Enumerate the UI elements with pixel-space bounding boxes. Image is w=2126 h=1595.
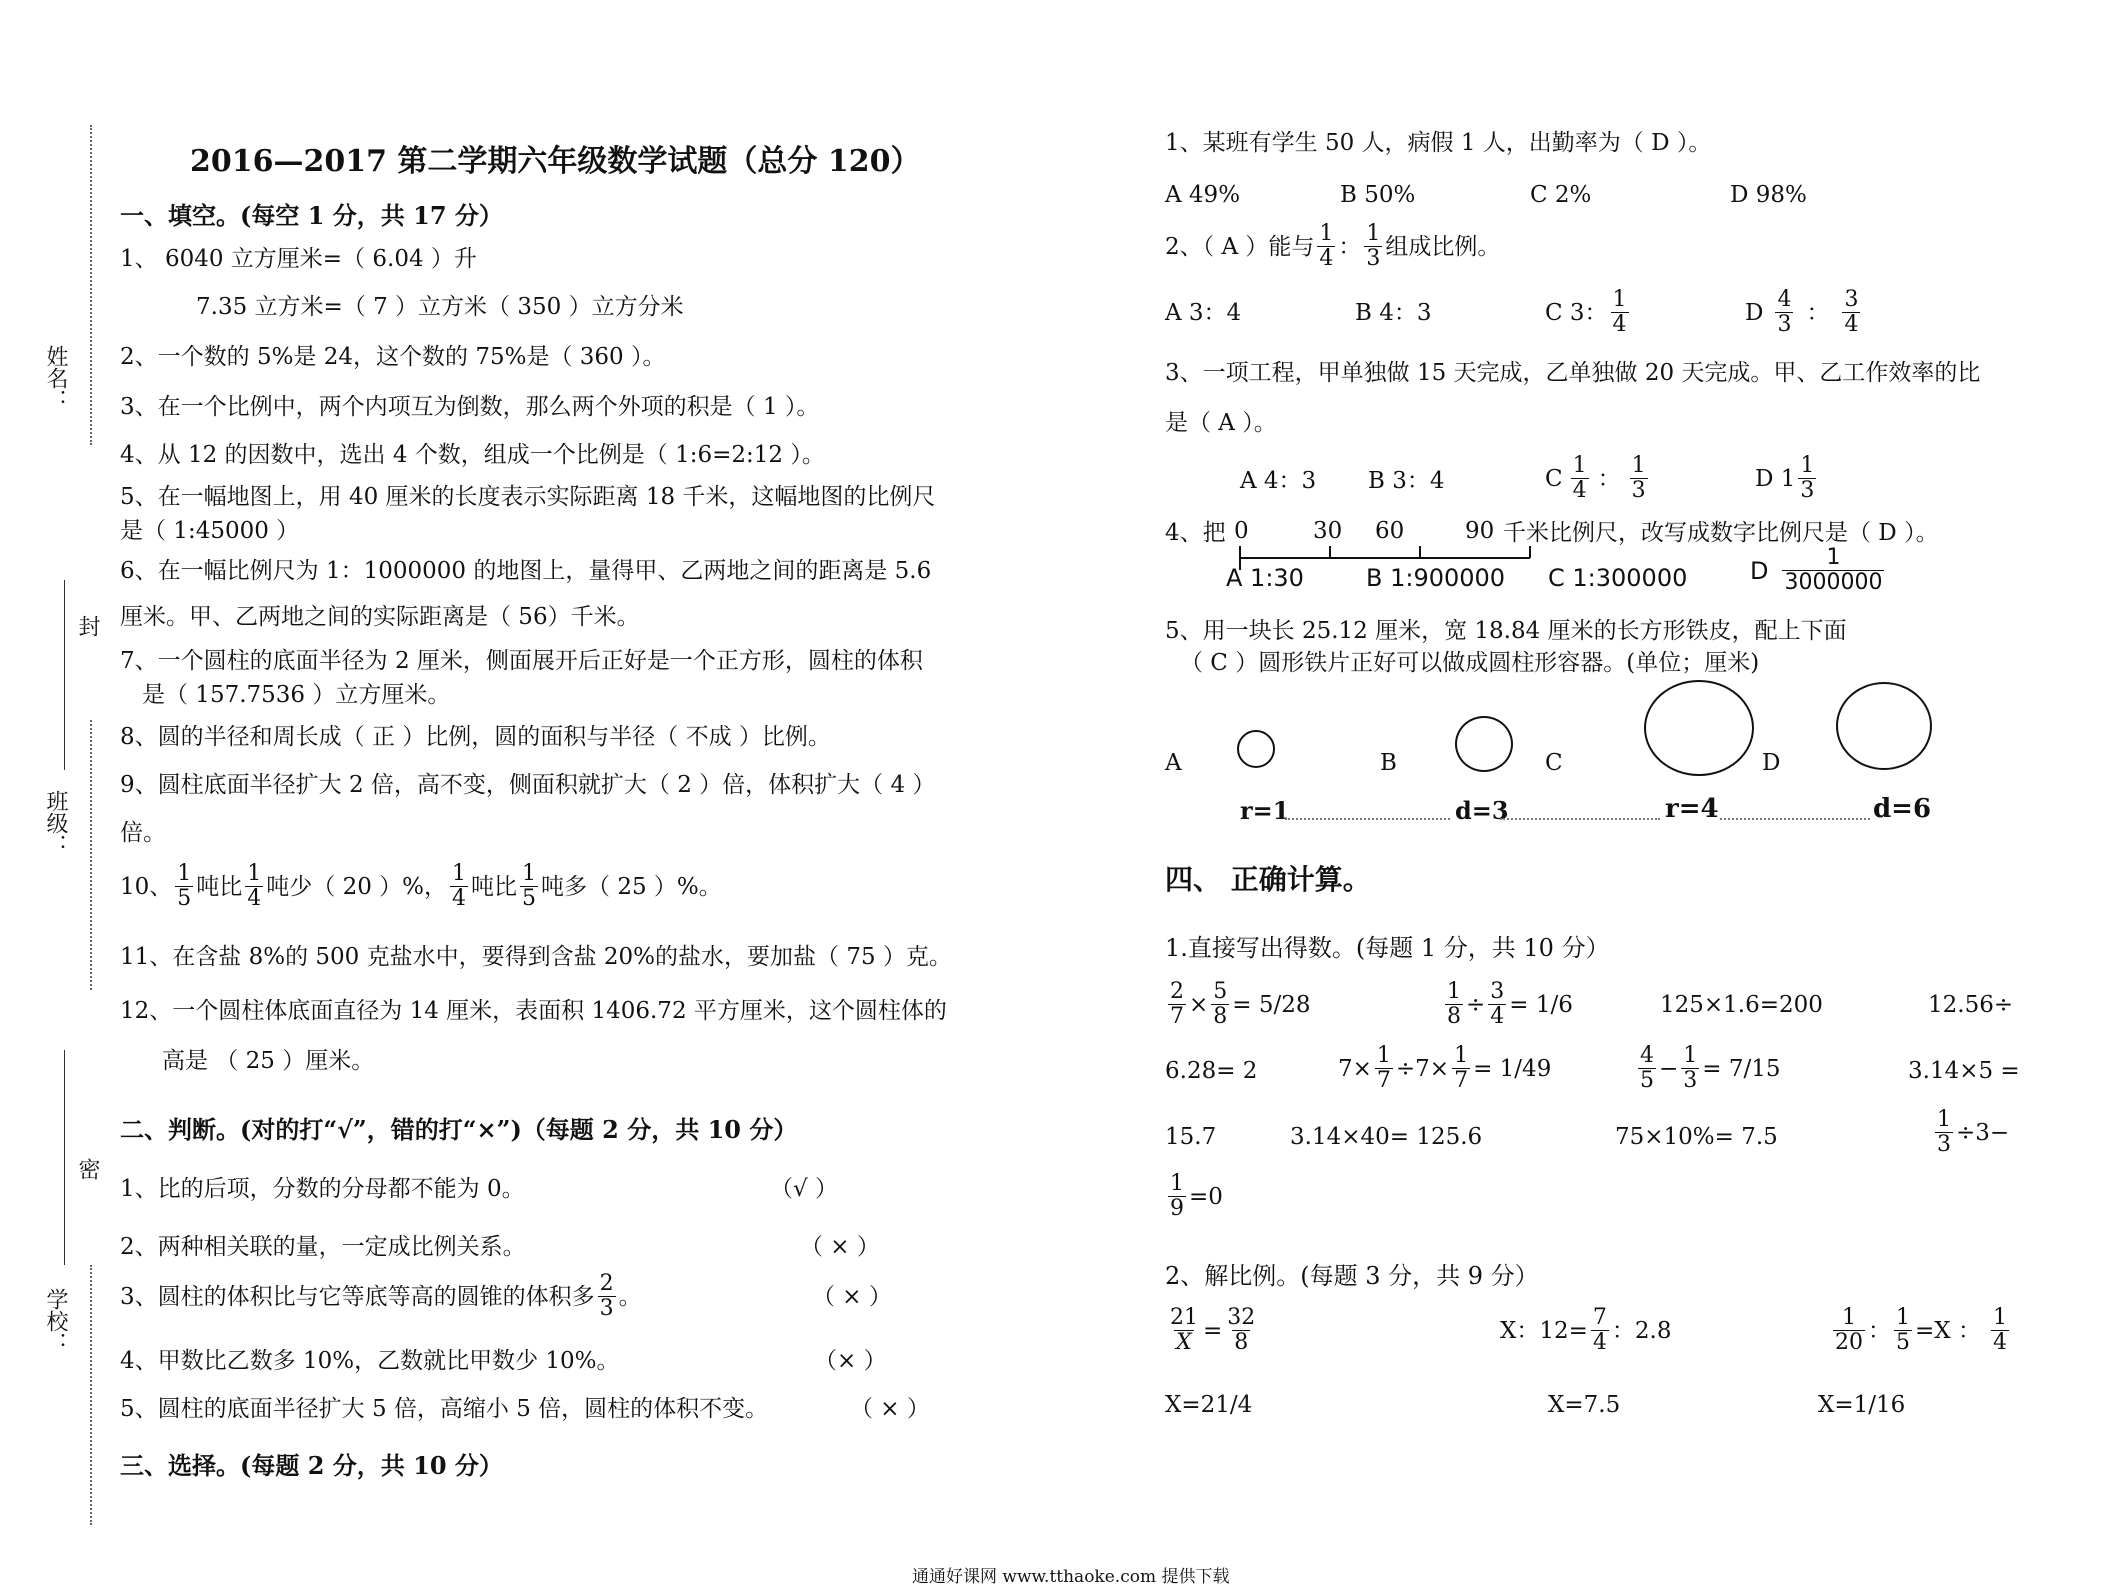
proportion-3-answer: X=1/16 xyxy=(1818,1392,1906,1418)
fraction: $\frac{1}{5}$ xyxy=(522,861,537,911)
scale-tick-0: 0 xyxy=(1234,518,1249,544)
calc-text: X：12= xyxy=(1500,1317,1588,1344)
calc-row4 xyxy=(1165,1172,1223,1221)
proportion-3 xyxy=(1830,1306,2012,1355)
fill-q4: 4、从 12 的因数中，选出 4 个数，组成一个比例是（ 1:6=2:12 ）。 xyxy=(120,442,825,468)
choice-q4-pre: 4、把 xyxy=(1165,520,1226,546)
fill-q2: 2、一个数的 5%是 24，这个数的 75%是（ 360 ）。 xyxy=(120,344,666,370)
dim-c: r=4 xyxy=(1665,794,1719,824)
dotted-leader xyxy=(1500,818,1660,820)
judge-q1: 1、比的后项，分数的分母都不能为 0。 xyxy=(120,1176,525,1202)
circle-label-b: B xyxy=(1380,750,1397,776)
judge-q5: 5、圆柱的底面半径扩大 5 倍，高缩小 5 倍，圆柱的体积不变。 xyxy=(120,1396,769,1422)
scale-tick-30: 30 xyxy=(1313,518,1343,544)
choice-q2-text: 组成比例。 xyxy=(1385,233,1501,260)
judge-q3-text: 3、圆柱的体积比与它等底等高的圆锥的体积多 xyxy=(120,1283,595,1310)
choice-q4-opt-b: B 1:900000 xyxy=(1366,564,1506,592)
choice-q1-opt-d: D 98% xyxy=(1730,182,1807,208)
choice-q3-opt-d xyxy=(1755,454,1819,503)
calc-sub2: 2、解比例。(每题 3 分，共 9 分） xyxy=(1165,1262,1539,1290)
fill-q7a: 7、一个圆柱的底面半径为 2 厘米，侧面展开后正好是一个正方形，圆柱的体积 xyxy=(120,648,923,674)
operator: = xyxy=(1203,1317,1223,1344)
fraction: $\frac{1}{4}$ xyxy=(1612,287,1627,337)
colon: ： xyxy=(1597,465,1621,492)
calc-row1-mid xyxy=(1442,980,1573,1029)
option-text: D xyxy=(1750,556,1769,585)
colon: ： xyxy=(1806,299,1830,326)
calc-result: = 1/49 xyxy=(1473,1055,1552,1082)
circle-d xyxy=(1836,682,1932,770)
fill-q12b: 高是 （ 25 ）厘米。 xyxy=(162,1048,375,1074)
judge-q2: 2、两种相关联的量，一定成比例关系。 xyxy=(120,1234,526,1260)
choice-q3-opt-a: A 4：3 xyxy=(1240,468,1317,494)
colon: ： xyxy=(1338,233,1362,260)
margin-dotted-line xyxy=(90,1265,92,1525)
choice-q4-opt-a: A 1:30 xyxy=(1226,564,1304,592)
operator: − xyxy=(1659,1055,1679,1082)
calc-sub1: 1.直接写出得数。(每题 1 分，共 10 分） xyxy=(1165,934,1610,962)
circle-label-d: D xyxy=(1762,750,1781,776)
option-text: C xyxy=(1545,465,1563,492)
fraction: $\frac{32}{8}$ xyxy=(1227,1305,1256,1355)
section3-heading: 三、选择。(每题 2 分，共 10 分） xyxy=(120,1451,503,1480)
fraction: $\frac{1}{4}$ xyxy=(1319,221,1334,271)
choice-q1: 1、某班有学生 50 人，病假 1 人，出勤率为（ D ）。 xyxy=(1165,130,1712,156)
circle-c xyxy=(1644,680,1754,776)
fraction: $\frac{4}{3}$ xyxy=(1777,287,1792,337)
fraction: $\frac{5}{8}$ xyxy=(1213,979,1228,1029)
calc-result: = 5/28 xyxy=(1232,991,1311,1018)
name-label: 姓名： xyxy=(43,345,68,411)
choice-q3b: 是（ A ）。 xyxy=(1165,410,1277,436)
fraction: $\frac{1}{5}$ xyxy=(1896,1305,1910,1355)
choice-q2-opt-b: B 4：3 xyxy=(1355,300,1432,326)
operator: ÷ xyxy=(1466,991,1486,1018)
choice-q2-opt-c xyxy=(1545,288,1632,337)
calc-row3-e4 xyxy=(1932,1108,2009,1157)
option-text: D xyxy=(1745,299,1764,326)
proportion-2 xyxy=(1500,1306,1672,1355)
dim-d: d=6 xyxy=(1873,794,1932,824)
judge-q4: 4、甲数比乙数多 10%，乙数就比甲数少 10%。 xyxy=(120,1348,620,1374)
section1-heading: 一、填空。(每空 1 分，共 17 分） xyxy=(120,201,503,230)
fill-q11: 11、在含盐 8%的 500 克盐水中，要得到含盐 20%的盐水，要加盐（ 75 ）克。 xyxy=(120,944,952,970)
calc-text: =X ： xyxy=(1915,1317,1981,1344)
circle-b xyxy=(1455,716,1513,772)
judge-q3 xyxy=(120,1272,642,1321)
calc-row3-e1: 15.7 xyxy=(1165,1124,1217,1150)
q10-text: 吨多（ 25 ）%。 xyxy=(541,873,722,900)
choice-q4-post: 千米比例尺，改写成数字比例尺是（ D ）。 xyxy=(1503,520,1939,546)
calc-result: =0 xyxy=(1189,1183,1223,1210)
judge-a5: （ × ） xyxy=(850,1396,930,1422)
colon: ： xyxy=(1868,1317,1891,1344)
scale-tick-90: 90 xyxy=(1465,518,1495,544)
section2-heading: 二、判断。(对的打“√”，错的打“×”)（每题 2 分，共 10 分） xyxy=(120,1115,798,1144)
fraction: $\frac{7}{4}$ xyxy=(1592,1305,1607,1355)
fill-q5a: 5、在一幅地图上，用 40 厘米的长度表示实际距离 18 千米，这幅地图的比例尺 xyxy=(120,484,936,510)
choice-q1-opt-c: C 2% xyxy=(1530,182,1592,208)
judge-a1: （√ ） xyxy=(770,1176,838,1202)
dotted-leader xyxy=(1285,818,1450,820)
calc-row3-e2: 3.14×40= 125.6 xyxy=(1290,1124,1483,1150)
fill-q7b: 是（ 157.7536 ）立方厘米。 xyxy=(142,682,451,708)
fill-q6a: 6、在一幅比例尺为 1：1000000 的地图上，量得甲、乙两地之间的距离是 5.6 xyxy=(120,558,932,584)
judge-a4: （× ） xyxy=(814,1348,887,1374)
fill-q1b: 7.35 立方米=（ 7 ）立方米（ 350 ）立方分米 xyxy=(196,294,684,320)
calc-row2-e4: 3.14×5 = xyxy=(1908,1058,2020,1084)
fill-q5b: 是（ 1:45000 ） xyxy=(120,518,300,544)
calc-row1-e4: 12.56÷ xyxy=(1928,992,2014,1018)
fraction: $\frac{4}{5}$ xyxy=(1640,1043,1654,1093)
choice-q2-opt-a: A 3：4 xyxy=(1165,300,1242,326)
calc-row1-e3: 125×1.6=200 xyxy=(1660,992,1823,1018)
circle-label-a: A xyxy=(1165,750,1182,776)
fraction: $\frac{1}{5}$ xyxy=(177,861,192,911)
fraction: $\frac{1}{3000000}$ xyxy=(1784,545,1883,595)
q10-prefix: 10、 xyxy=(120,873,173,900)
footer-text: 通通好课网 www.tthaoke.com 提供下载 xyxy=(912,1567,1230,1587)
judge-q3-end: 。 xyxy=(618,1283,642,1310)
fill-q9a: 9、圆柱底面半径扩大 2 倍，高不变，侧面积就扩大（ 2 ）倍，体积扩大（ 4 ） xyxy=(120,772,936,798)
calc-row1-left xyxy=(1165,980,1311,1029)
option-text: D 1 xyxy=(1755,465,1796,492)
fraction: $\frac{2}{3}$ xyxy=(599,1271,614,1321)
fraction: $\frac{21}{X}$ xyxy=(1170,1305,1198,1355)
fraction: $\frac{1}{4}$ xyxy=(247,861,262,911)
choice-q2 xyxy=(1165,222,1500,271)
fraction: $\frac{1}{3}$ xyxy=(1366,221,1381,271)
margin-dotted-line xyxy=(90,125,92,445)
margin-dotted-line xyxy=(90,720,92,990)
margin-line xyxy=(64,580,65,770)
calc-row2-e2 xyxy=(1338,1044,1551,1093)
choice-q2-text: 2、（ A ）能与 xyxy=(1165,233,1315,260)
circle-label-c: C xyxy=(1545,750,1563,776)
q10-text: 吨比 xyxy=(196,873,243,900)
choice-q4-opt-c: C 1:300000 xyxy=(1548,564,1688,592)
seal-mark: 密 xyxy=(75,1158,100,1180)
fraction: $\frac{2}{7}$ xyxy=(1170,979,1184,1029)
circle-a xyxy=(1237,730,1275,768)
choice-q5a: 5、用一块长 25.12 厘米，宽 18.84 厘米的长方形铁皮，配上下面 xyxy=(1165,618,1847,644)
choice-q1-opt-a: A 49% xyxy=(1165,182,1241,208)
fill-q12a: 12、一个圆柱体底面直径为 14 厘米，表面积 1406.72 平方厘米，这个圆柱体的 xyxy=(120,998,947,1024)
calc-text: ÷7× xyxy=(1395,1055,1450,1082)
choice-q3-opt-c xyxy=(1545,454,1651,503)
fraction: $\frac{3}{4}$ xyxy=(1844,287,1859,337)
fraction: $\frac{1}{4}$ xyxy=(452,861,467,911)
fill-q6b: 厘米。甲、乙两地之间的实际距离是（ 56）千米。 xyxy=(120,604,640,630)
fill-q1a: 1、 6040 立方厘米=（ 6.04 ）升 xyxy=(120,246,477,272)
calc-text: ÷3− xyxy=(1956,1119,2010,1146)
fraction: $\frac{1}{7}$ xyxy=(1376,1043,1391,1093)
proportion-1-answer: X=21/4 xyxy=(1165,1392,1253,1418)
q10-text: 吨比 xyxy=(471,873,518,900)
operator: × xyxy=(1189,991,1209,1018)
choice-q4-opt-d xyxy=(1750,546,1887,595)
fill-q8: 8、圆的半径和周长成（ 正 ）比例，圆的面积与半径（ 不成 ）比例。 xyxy=(120,724,831,750)
choice-q2-opt-d xyxy=(1745,288,1863,337)
fraction: $\frac{1}{4}$ xyxy=(1992,1305,2007,1355)
calc-result: = 1/6 xyxy=(1509,991,1573,1018)
choice-q5b: （ C ）圆形铁片正好可以做成圆柱形容器。(单位；厘米) xyxy=(1180,650,1760,676)
judge-a3: （ × ） xyxy=(812,1284,892,1310)
margin-line xyxy=(64,1050,65,1265)
class-label: 班级： xyxy=(43,790,68,856)
school-label: 学校： xyxy=(43,1288,68,1354)
q10-text: 吨少（ 20 ）%， xyxy=(266,873,448,900)
fraction: $\frac{1}{3}$ xyxy=(1800,453,1815,503)
section4-heading: 四、 正确计算。 xyxy=(1165,863,1371,896)
choice-q1-opt-b: B 50% xyxy=(1340,182,1416,208)
fraction: $\frac{1}{3}$ xyxy=(1683,1043,1698,1093)
page-title: 2016—2017 第二学期六年级数学试题（总分 120） xyxy=(190,144,921,179)
scale-tick-60: 60 xyxy=(1375,518,1405,544)
calc-row2-e1: 6.28= 2 xyxy=(1165,1058,1258,1084)
dim-a: r=1 xyxy=(1240,796,1290,825)
fraction: $\frac{1}{7}$ xyxy=(1454,1043,1469,1093)
fraction: $\frac{1}{3}$ xyxy=(1937,1107,1951,1157)
calc-result: = 7/15 xyxy=(1702,1055,1781,1082)
proportion-2-answer: X=7.5 xyxy=(1548,1392,1621,1418)
fraction: $\frac{1}{4}$ xyxy=(1572,453,1587,503)
fraction: $\frac{1}{3}$ xyxy=(1631,453,1646,503)
calc-text: ：2.8 xyxy=(1611,1317,1672,1344)
calc-text: 7× xyxy=(1338,1055,1372,1082)
choice-q3-opt-b: B 3：4 xyxy=(1368,468,1445,494)
dotted-leader xyxy=(1720,818,1870,820)
option-text: C 3： xyxy=(1545,299,1608,326)
proportion-1 xyxy=(1165,1306,1260,1355)
judge-a2: （ × ） xyxy=(800,1234,880,1260)
calc-row2-e3 xyxy=(1635,1044,1781,1093)
fill-q3: 3、在一个比例中，两个内项互为倒数，那么两个外项的积是（ 1 ）。 xyxy=(120,394,820,420)
fraction: $\frac{1}{20}$ xyxy=(1835,1305,1863,1355)
fraction: $\frac{1}{9}$ xyxy=(1170,1171,1184,1221)
choice-q3a: 3、一项工程，甲单独做 15 天完成，乙单独做 20 天完成。甲、乙工作效率的比 xyxy=(1165,360,1981,386)
dim-b: d=3 xyxy=(1455,796,1509,825)
fraction: $\frac{3}{4}$ xyxy=(1490,979,1505,1029)
calc-row3-e3: 75×10%= 7.5 xyxy=(1615,1124,1778,1150)
fraction: $\frac{1}{8}$ xyxy=(1447,979,1461,1029)
fill-q9b: 倍。 xyxy=(120,820,166,846)
seal-mark: 封 xyxy=(75,615,100,637)
fill-q10 xyxy=(120,862,722,911)
